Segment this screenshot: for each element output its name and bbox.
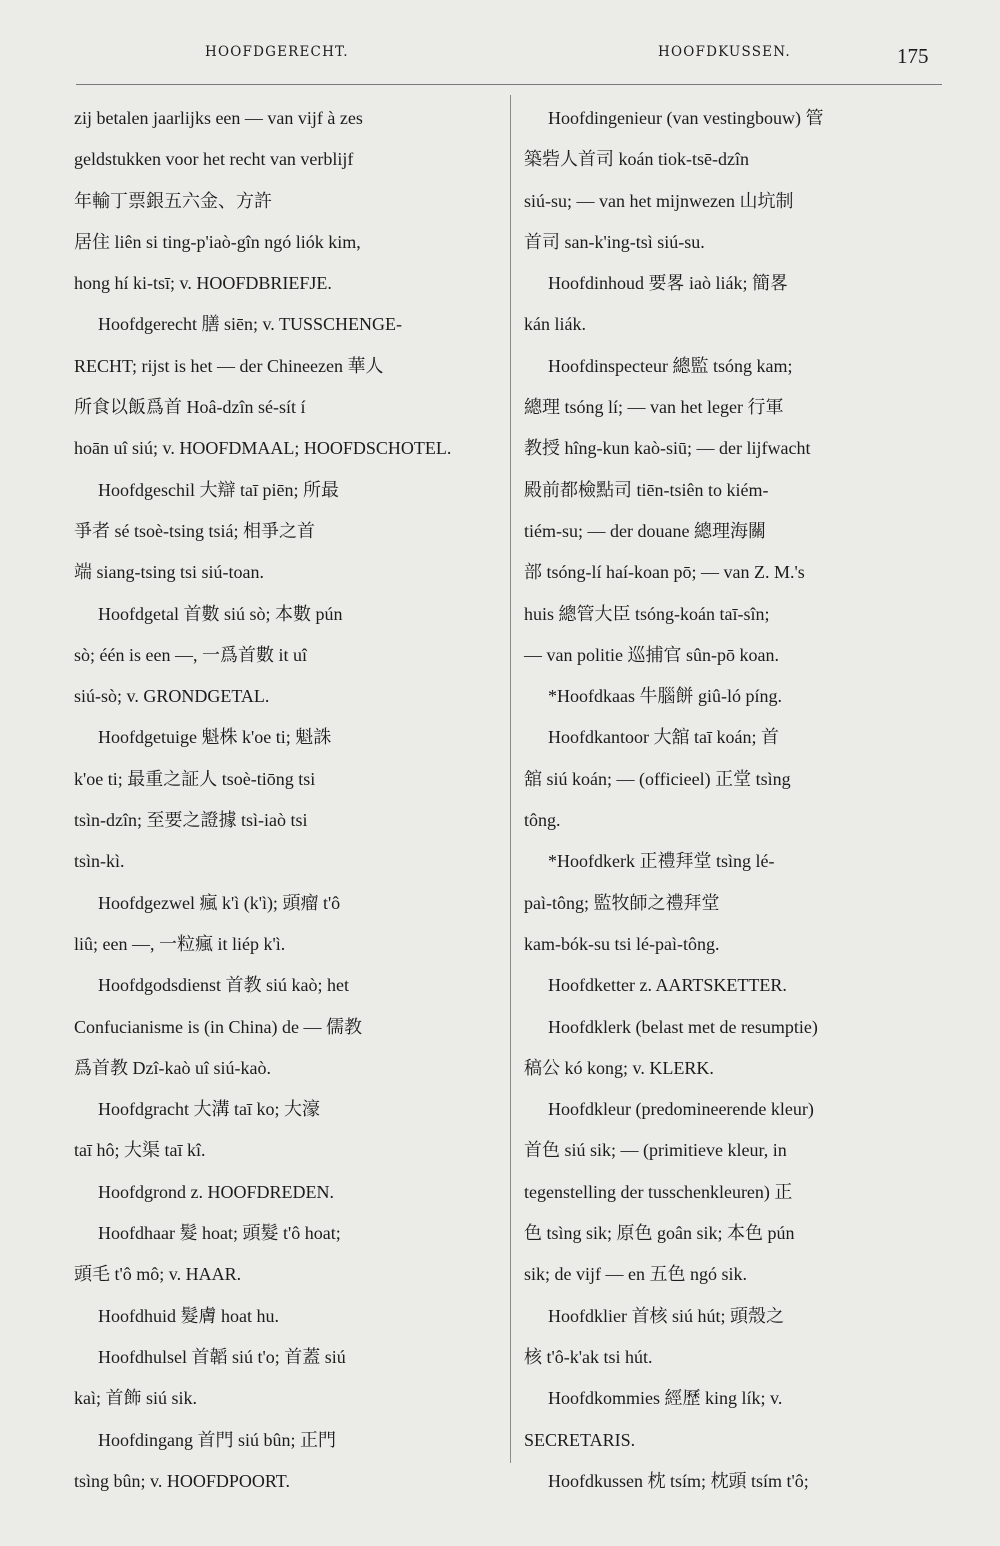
column-divider — [510, 95, 511, 1463]
right-line: 築砦人首司 koán tiok-tsē-dzîn — [524, 149, 749, 170]
right-line: 舘 siú koán; — (officieel) 正堂 tsìng — [524, 768, 791, 789]
right-entry-start: *Hoofdkaas 牛腦餅 giû-ló píng. — [548, 686, 782, 707]
right-line: 稿公 kó kong; v. KLERK. — [524, 1057, 714, 1078]
running-head-left: HOOFDGERECHT. — [205, 44, 349, 60]
right-line: 核 t'ô-k'ak tsi hút. — [524, 1346, 653, 1367]
right-entry-start: Hoofdinhoud 要畧 iaò liák; 簡畧 — [548, 273, 788, 294]
right-entry-start: Hoofdinspecteur 總監 tsóng kam; — [548, 355, 793, 376]
right-line: kam-bók-su tsi lé-paì-tông. — [524, 933, 720, 954]
left-line: hoān uî siú; v. HOOFDMAAL; HOOFDSCHOTEL. — [74, 438, 452, 459]
right-line: SECRETARIS. — [524, 1429, 636, 1450]
left-entry-start: Hoofdgezwel 瘋 k'ì (k'ì); 頭瘤 t'ô — [98, 892, 341, 913]
right-column — [524, 98, 938, 1502]
right-line: kán liák. — [524, 314, 586, 335]
left-line: 端 siang-tsing tsi siú-toan. — [74, 562, 264, 583]
left-line: liû; een —, 一粒瘋 it liép k'ì. — [74, 933, 286, 954]
right-line: 總理 tsóng lí; — van het leger 行軍 — [524, 397, 784, 418]
left-line: siú-sò; v. GRONDGETAL. — [74, 686, 270, 707]
left-line: 所食以飯爲首 Hoâ-dzîn sé-sít í — [74, 397, 306, 418]
left-line: kaì; 首飾 siú sik. — [74, 1388, 198, 1409]
left-line: geldstukken voor het recht van verblijf — [74, 149, 354, 170]
left-line: 居住 liên si ting-p'iaò-gîn ngó liók kim, — [74, 231, 361, 252]
left-line: zij betalen jaarlijks een — van vijf à zes — [74, 108, 363, 128]
right-entry-start: Hoofdkommies 經歷 king lík; v. — [548, 1388, 783, 1409]
right-entry-start: Hoofdkussen 枕 tsím; 枕頭 tsím t'ô; — [548, 1470, 809, 1491]
right-line: 首色 siú sik; — (primitieve kleur, in — [524, 1140, 787, 1161]
right-line: tegenstelling der tusschenkleuren) 正 — [524, 1181, 793, 1202]
right-line: tiém-su; — der douane 總理海關 — [524, 520, 766, 541]
left-entry-start: Hoofdgerecht 膳 siēn; v. TUSSCHENGE- — [98, 314, 402, 335]
right-line: 殿前都檢點司 tiēn-tsiên to kiém- — [524, 479, 769, 500]
right-line: 教授 hîng-kun kaò-siū; — der lijfwacht — [524, 438, 811, 459]
right-line: — van politie 巡捕官 sûn-pō koan. — [524, 644, 779, 665]
left-column — [74, 98, 494, 1502]
left-entry-start: Hoofdhaar 髮 hoat; 頭髮 t'ô hoat; — [98, 1223, 341, 1244]
right-entry-start: *Hoofdkerk 正禮拜堂 tsìng lé- — [548, 851, 775, 872]
right-line: siú-su; — van het mijnwezen 山坑制 — [524, 190, 794, 211]
right-line: 色 tsìng sik; 原色 goân sik; 本色 pún — [524, 1223, 795, 1244]
right-entry-start: Hoofdketter z. AARTSKETTER. — [548, 975, 787, 996]
left-line: Confucianisme is (in China) de — 儒教 — [74, 1016, 362, 1037]
right-line: 首司 san-k'ing-tsì siú-su. — [524, 231, 705, 252]
left-line: RECHT; rijst is het — der Chineezen 華人 — [74, 355, 384, 376]
left-entry-start: Hoofdhuid 髮膚 hoat hu. — [98, 1305, 279, 1326]
left-line: hong hí ki-tsī; v. HOOFDBRIEFJE. — [74, 273, 332, 294]
header-rule — [76, 84, 942, 85]
left-entry-start: Hoofdingang 首門 siú bûn; 正門 — [98, 1429, 336, 1450]
left-line: tsìn-kì. — [74, 851, 125, 872]
page-number: 175 — [897, 44, 929, 68]
left-entry-start: Hoofdgodsdienst 首教 siú kaò; het — [98, 975, 349, 996]
left-entry-start: Hoofdgrond z. HOOFDREDEN. — [98, 1181, 334, 1202]
right-line: sik; de vijf — en 五色 ngó sik. — [524, 1264, 747, 1285]
running-head-right: HOOFDKUSSEN. — [658, 44, 791, 60]
right-line: 部 tsóng-lí haí-koan pō; — van Z. M.'s — [524, 562, 805, 583]
left-entry-start: Hoofdgracht 大溝 taī ko; 大濠 — [98, 1099, 320, 1120]
left-line: taī hô; 大渠 taī kî. — [74, 1140, 206, 1161]
right-line: paì-tông; 監牧師之禮拜堂 — [524, 892, 720, 913]
right-line: huis 總管大臣 tsóng-koán taī-sîn; — [524, 603, 770, 624]
left-line: tsìng bûn; v. HOOFDPOORT. — [74, 1470, 290, 1491]
right-entry-start: Hoofdkantoor 大舘 taī koán; 首 — [548, 727, 779, 748]
right-entry-start: Hoofdklier 首核 siú hút; 頭殼之 — [548, 1305, 784, 1326]
left-line: k'oe ti; 最重之証人 tsoè-tiōng tsi — [74, 768, 316, 789]
left-entry-start: Hoofdhulsel 首韜 siú t'o; 首蓋 siú — [98, 1346, 346, 1367]
left-line: 年輸丁票銀五六金、方許 — [74, 190, 272, 211]
left-line: 頭毛 t'ô mô; v. HAAR. — [74, 1264, 242, 1285]
left-line: 爲首教 Dzî-kaò uî siú-kaò. — [74, 1057, 271, 1078]
right-entry-start: Hoofdklerk (belast met de resumptie) — [548, 1016, 818, 1037]
left-line: tsìn-dzîn; 至要之證據 tsì-iaò tsi — [74, 810, 308, 831]
right-entry-start: Hoofdkleur (predomineerende kleur) — [548, 1099, 814, 1120]
left-line: 爭者 sé tsoè-tsing tsiá; 相爭之首 — [74, 520, 315, 541]
right-entry-start: Hoofdingenieur (van vestingbouw) 管 — [548, 108, 824, 128]
left-entry-start: Hoofdgetal 首數 siú sò; 本數 pún — [98, 603, 343, 624]
left-entry-start: Hoofdgetuige 魁株 k'oe ti; 魁誅 — [98, 727, 332, 748]
left-line: sò; één is een —, 一爲首數 it uî — [74, 644, 307, 665]
left-entry-start: Hoofdgeschil 大辯 taī piēn; 所最 — [98, 479, 339, 500]
right-line: tông. — [524, 810, 561, 831]
